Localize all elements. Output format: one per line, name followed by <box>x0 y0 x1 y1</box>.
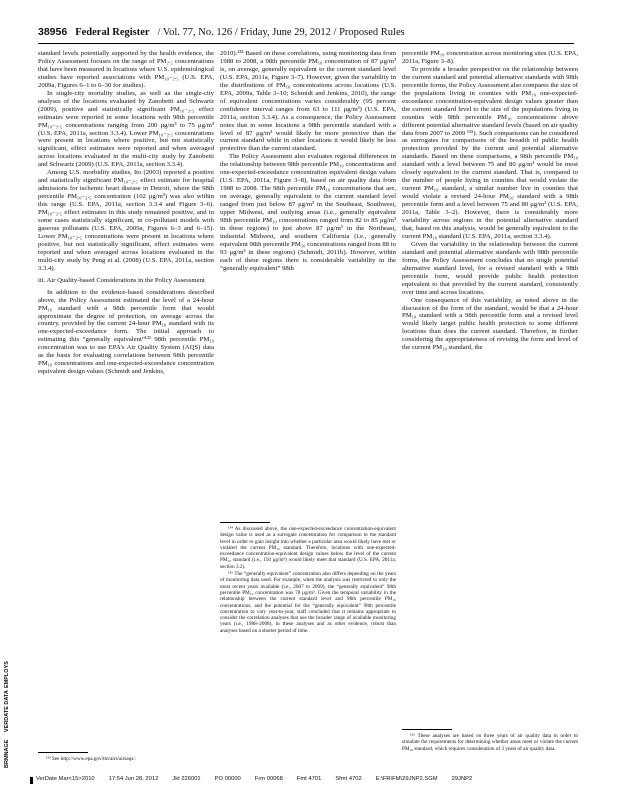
jkt: Jkt 226001 <box>172 776 201 782</box>
footnotes-col2 <box>220 526 396 635</box>
footnote-rule <box>220 522 270 523</box>
verdate: VerDate Mar<15>2010 <box>36 776 95 782</box>
column-1 <box>38 50 214 376</box>
margin-stamp: VERDATE DATA <box>4 690 10 732</box>
file-path: E:\FR\FM\29JNP2.SGM <box>375 776 438 782</box>
column-2 <box>220 50 396 273</box>
footnote-text: ¹³³ See http://www.epa.gov/ttn/airs/airsaqs/. <box>46 756 137 762</box>
issue-info: / Vol. 77, No. 126 / Friday, June 29, 2012 / Proposed Rules <box>157 27 405 38</box>
paragraph: In addition to the evidence-based considerations described above, the Policy Assessment estimated the level of a 24-hour PM₁₀ standard with a 98th percentile form that would approximate the degree of protection, on average across the country, provided by the current 24-hour PM₁₀ standard with its one-expected-exceedance form. The initial approach to estimating this “generally equivalent”¹³³ 98th percentile PM₁₀ concentration was to use EPA's Air Quality System (AQS) data as the basis for evaluating correlations between 98th percentile PM₁₀ concentrations and one-expected-exceedance concentration equivalent design values (Schmidt and Jenkins, <box>38 288 214 376</box>
publication-name: Federal Register <box>75 27 150 38</box>
footnote-135: ¹³⁵ The “generally equivalent” concentration also differs depending on the years of monitoring data used. For example, when the analysis was restricted to only the most recent years available (i.e., 2007 to 2009), the “generally equivalent” 98th percentile PM₁₀ concentration was 78 μg/m³. Given the temporal variability in the relationship between the current standard level and 98th percentile PM₁₀ concentrations, and the potential for the “generally equivalent” 98th percentile concentration to vary year-to-year, staff concluded that it remains appropriate to consider the correlation analyses that use the broader range of available monitoring years (i.e., 1988–2008), in these analyses and as other evidence, robust than analyses based on a shorter period of time. <box>220 571 396 634</box>
footnote-134: ¹³⁴ As discussed above, the one-expected-exceedance concentration-equivalent design value is used as a surrogate concentration for comparison to the standard level in order to gain insight into whether a particular area would likely have met or violated the current PM₁₀ standard. Therefore, locations with one-expected-exceedance concentration-equivalent design values below the level of the current PM₁₀ standard (i.e., 150 μg/m³) would likely meet that standard (U.S. EPA, 2011a, section 3.2). <box>220 526 396 570</box>
timestamp: 17:54 Jun 28, 2012 <box>108 776 159 782</box>
paragraph: standard levels potentially supported by the health evidence, the Policy Assessment focuses on the range of PM₂.₅ concentrations that have been measured in locations where U.S. epidemiological studies have reported associations with PM₁₀₋₂.₅ (U.S. EPA, 2009a, Figures 6–1 to 6–30 for studies). <box>38 50 214 89</box>
margin-stamp: BRMNAGE <box>4 739 10 768</box>
footer-mark <box>30 777 33 784</box>
footnote-rule <box>402 729 452 730</box>
file-code: 29JNP2 <box>451 776 473 782</box>
paragraph: In single-city mortality studies, as well as the single-city analyses of the locations evaluated by Zanobetti and Schwartz (2009), positive and statistically significant PM₁₀₋₂.₅ effect estimates were reported in some locations with 98th percentile PM₁₀₋₂.₅ concentrations ranging from 200 μg/m³ to 75 μg/m³ (U.S. EPA, 2011a, section 3.3.4). Lower PM₁₀₋₂.₅ concentrations were present in locations where positive, but not statistically significant, effect estimates were reported and when averaged across locations evaluated in the multi-city study by Zanobetti and Schwartz (2009) (U.S. EPA, 2011a, section 3.3.4). <box>38 89 214 169</box>
paragraph: Given the variability in the relationship between the current standard and potential alternative standards with 98th percentile forms, the Policy Assessment concludes that no single potential alternative standard level, for a revised standard with a 98th percentile form, would provide public health protection equivalent to that provided by the current standard, consistently over time and across locations. <box>402 240 578 296</box>
po: PO 00000 <box>214 776 241 782</box>
frm: Frm 00068 <box>254 776 283 782</box>
page-number: 38956 <box>38 26 68 38</box>
margin-stamps <box>4 650 18 770</box>
paragraph: The Policy Assessment also evaluates regional differences in the relationship between 98th percentile PM₁₀ concentrations and one-expected-exceedance concentration equivalent design values (U.S. EPA, 2011a, Figure 3–8), based on air quality data from 1988 to 2008. The 98th percentile PM₁₀ concentrations that are, on average, generally equivalent to the current standard level ranged from just below 87 μg/m³ in the Southeast, Southwest, upper Midwest, and outlying areas (i.e., generally equivalent 98th percentile PM₁₀ concentrations ranged from 82 to 85 μg/m³ in these regions) to just above 87 μg/m³ in the Northeast, industrial Midwest, and southern California (i.e., generally equivalent 98th percentile PM₁₀ concentrations ranged from 88 to 93 μg/m³ in these regions) (Schmidt, 2011b). However, within each of these regions there is considerable variability in the “generally equivalent” 98th <box>220 153 396 272</box>
column-3 <box>402 50 578 352</box>
section-heading: iii. Air Quality-based Considerations in the Policy Assessment <box>38 276 205 284</box>
fmt: Fmt 4701 <box>296 776 322 782</box>
footnote-rule <box>38 752 88 753</box>
header-rule <box>38 43 574 44</box>
paragraph: One consequence of this variability, as noted above in the discussion of the form of the standard, would be that a 24-hour PM₁₀ standard with a 98th percentile form and a revised level would likely target public health protection to some different locations than does the current standard. Therefore, in further considering the appropriateness of revising the form and level of the current PM₁₀ standard, the <box>402 296 578 352</box>
paragraph: To provide a broader perspective on the relationship between the current standard and potential alternative standards with 98th percentile forms, the Policy Assessment also compares the size of the populations living in counties with PM₁₀ one-expected-exceedance concentration-equivalent design values greater than the current standard level to the size of the populations living in counties with 98th percentile PM₁₀ concentrations above different potential alternative standard levels (based on air quality data from 2007 to 2009 ¹³⁵). Such comparisons can be considered as surrogates for comparisons of the breadth of public health protection provided by the current and potential alternative standards. Based on these comparisons, a 98th percentile PM₁₀ standard with a level between 75 and 80 μg/m³ would be most closely equivalent to the current standard. That is, compared to the number of people living in counties that would violate the current PM₁₀ standard, a similar number live in counties that would violate a revised 24-hour PM₁₀ standard with a 98th percentile form and a level between 75 and 80 μg/m³ (U.S. EPA, 2011a, Table 3–2). However, there is considerably more variability across regions in the potential alternative standard that, based on this analysis, would be generally equivalent to the current PM₁₀ standard (U.S. EPA, 2011a, section 3.3.4). <box>402 65 578 240</box>
running-header <box>38 26 574 42</box>
paragraph: 2010).¹³⁴ Based on these correlations, using monitoring data from 1988 to 2008, a 98th percentile PM₁₀ concentration of 87 μg/m³ is, on average, generally equivalent to the current standard level (U.S. EPA, 2011a, Figure 3–7). However, given the variability in the distributions of PM₁₀ concentrations across locations (U.S. EPA, 2009a, Table 3–10; Schmidt and Jenkins, 2010), the range of equivalent concentrations varies considerably (95 percent confidence interval ranges from 63 to 111 μg/m³) (U.S. EPA, 2011a, section 3.3.4). As a consequence, the Policy Assessment notes that in some locations a 98th percentile standard with a level of 87 μg/m³ would likely be more protective than the current standard while in other locations it would likely be less protective than the current standard. <box>220 50 396 153</box>
paragraph: Among U.S. morbidity studies, Ito (2003) reported a positive and statistically significant PM₁₀₋₂.₅ effect estimate for hospital admissions for ischemic heart disease in Detroit, where the 98th percentile PM₁₀₋₂.₅ concentration (102 μg/m³) was also within this range (U.S. EPA, 2011a, section 3.3.4 and Figure 3–6). PM₁₀₋₂.₅ effect estimates in this study remained positive, and in some cases statistically significant, in co-pollutant models with gaseous pollutants (U.S. EPA, 2009a, Figures 6–3 and 6–15). Lower PM₁₀₋₂.₅ concentrations were present in locations where positive, but not statistically significant, effect estimates were reported and when averaged across locations evaluated in the multi-city study by Peng et al. (2008) (U.S. EPA, 2011a, section 3.3.4). <box>38 169 214 272</box>
production-footer <box>36 776 578 782</box>
sfmt: Sfmt 4702 <box>335 776 362 782</box>
footnote-text: ¹³⁶ These analyses are based on three years of air quality data in order to simulate the requirements for determining whether areas meet or violate the current PM₁₀ standard, which requires consideration of 3 years of air quality data. <box>402 733 578 752</box>
footnote-133 <box>38 756 214 763</box>
paragraph: percentile PM₁₀ concentration across monitoring sites (U.S. EPA, 2011a, Figure 3–8). <box>402 50 578 65</box>
footnote-136 <box>402 733 578 753</box>
margin-stamp: EMPLOYS <box>4 661 10 688</box>
